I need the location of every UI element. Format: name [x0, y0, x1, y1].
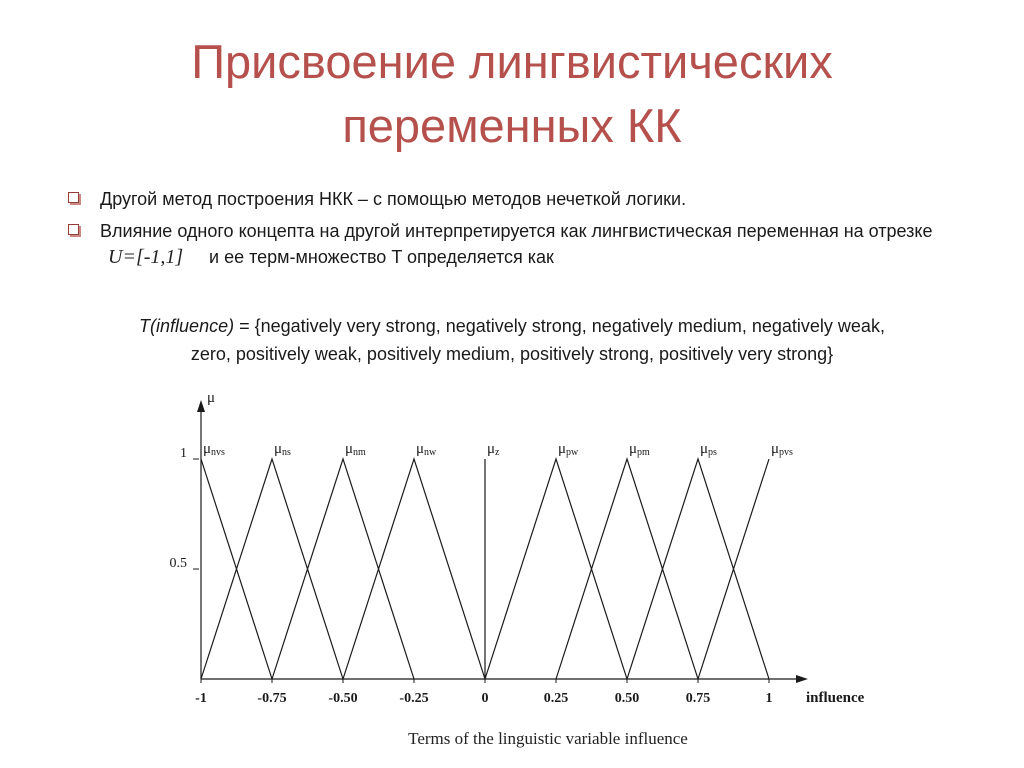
series-line-ns: [201, 459, 343, 679]
y-tick-label: 0.5: [169, 556, 187, 571]
slide-title: [0, 30, 1024, 158]
x-tick-label: -0.50: [328, 691, 358, 706]
x-tick-label: 0.50: [614, 691, 640, 706]
bullet-item-1: [68, 186, 968, 212]
bullet-text-2a: Влияние одного концепта на другой интерпретируется как лингвистическая переменная на отрезке: [100, 221, 933, 241]
series-line-pm: [556, 459, 698, 679]
series-line-pw: [485, 459, 627, 679]
checkbox-bullet-icon: [68, 224, 79, 235]
x-axis-label: influence: [806, 690, 865, 706]
title-line-2: переменных КК: [342, 99, 682, 152]
term-set-definition: [60, 312, 964, 368]
checkbox-bullet-icon: [68, 192, 79, 203]
x-tick-label: -0.75: [257, 691, 287, 706]
x-tick-label: 0: [481, 691, 489, 706]
series-label-pm: μpm: [629, 441, 650, 458]
bullet-item-2: [68, 218, 968, 270]
bullet-text-2b: и ее терм-множество T определяется как: [209, 247, 554, 267]
membership-chart: [0, 380, 1024, 720]
y-axis-arrow: [197, 400, 205, 412]
series-label-nvs: μnvs: [203, 441, 225, 458]
x-tick-label: 1: [765, 691, 773, 706]
series-line-nw: [343, 459, 485, 679]
chart-caption: Terms of the linguistic variable influence: [408, 729, 688, 748]
series-label-ps: μps: [700, 441, 717, 458]
x-tick-label: -0.25: [399, 691, 429, 706]
bullet-list: [68, 186, 968, 276]
y-tick-label: 1: [180, 446, 187, 461]
series-label-pvs: μpvs: [771, 441, 793, 458]
title-line-1: Присвоение лингвистических: [191, 35, 833, 88]
series-label-nw: μnw: [416, 441, 437, 458]
bullet-text-1: Другой метод построения НКК – с помощью методов нечеткой логики.: [100, 189, 687, 209]
x-tick-label: 0.75: [685, 691, 711, 706]
series-label-nm: μnm: [345, 441, 366, 458]
y-axis-label: μ: [207, 390, 216, 406]
series-label-ns: μns: [274, 441, 291, 458]
term-set-name: T(influence): [139, 316, 235, 336]
term-set-line-2: zero, positively weak, positively medium, positively strong, positively very strong}: [190, 344, 834, 364]
series-label-z: μz: [487, 441, 500, 458]
x-tick-label: -1: [195, 691, 207, 706]
series-line-nm: [272, 459, 414, 679]
x-axis-arrow: [796, 675, 808, 683]
series-label-pw: μpw: [558, 441, 579, 458]
x-tick-label: 0.25: [543, 691, 569, 706]
interval-formula: U=[-1,1]: [108, 246, 184, 268]
series-line-ps: [627, 459, 769, 679]
term-set-line-1: = {negatively very strong, negatively strong, negatively medium, negatively weak,: [234, 316, 885, 336]
